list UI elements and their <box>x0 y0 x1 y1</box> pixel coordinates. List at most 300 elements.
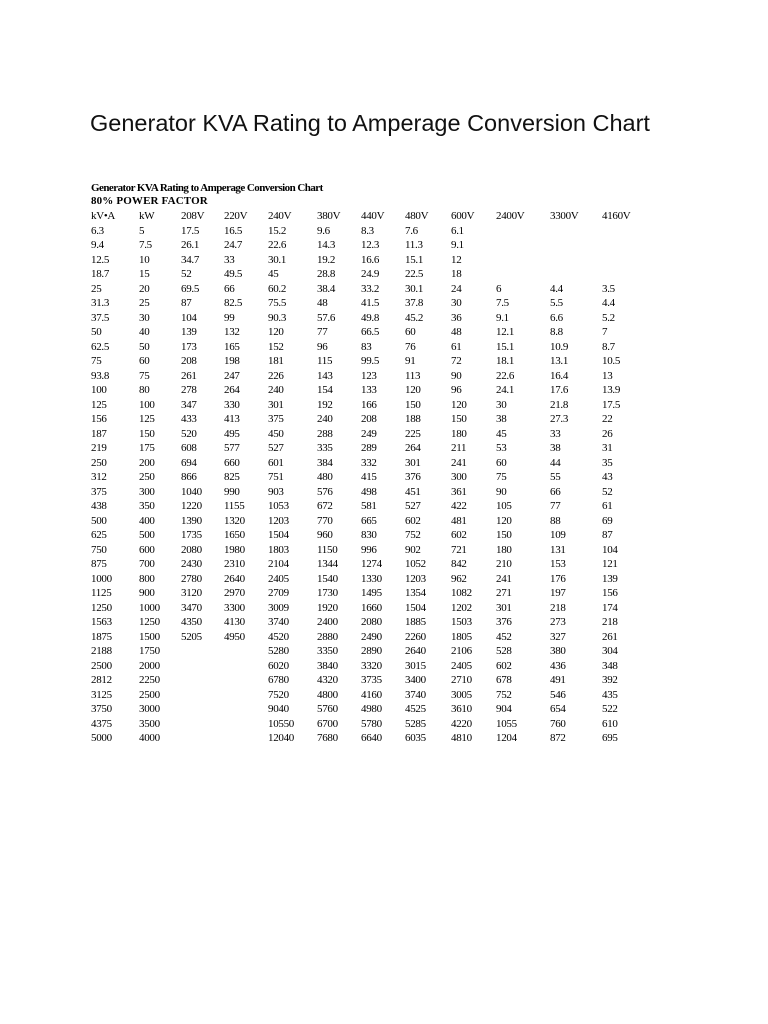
table-cell: 30.1 <box>268 253 287 266</box>
table-cell: 271 <box>496 587 512 599</box>
table-cell: 45 <box>268 268 279 280</box>
table-cell: 30 <box>451 297 462 309</box>
table-cell: 500 <box>91 514 107 527</box>
table-row <box>91 702 642 717</box>
table-cell: 77 <box>550 500 561 512</box>
table-cell: 3750 <box>91 703 112 715</box>
table-cell: 1125 <box>91 587 112 599</box>
table-cell: 335 <box>317 442 333 454</box>
table-cell: 1805 <box>451 630 472 643</box>
table-cell: 694 <box>181 456 197 469</box>
table-cell: 33 <box>550 427 561 440</box>
table-cell: 301 <box>496 601 512 614</box>
table-cell: 660 <box>224 456 240 469</box>
table-cell: 261 <box>602 630 618 643</box>
table-cell: 77 <box>317 326 328 338</box>
table-cell: 602 <box>405 514 421 527</box>
table-cell: 120 <box>451 398 467 411</box>
table-cell: 55 <box>550 471 561 483</box>
table-cell: 66 <box>550 485 561 498</box>
table-cell: 433 <box>181 413 197 425</box>
table-cell <box>181 702 224 717</box>
table-cell: 38 <box>496 413 507 425</box>
table-cell: 60 <box>139 355 150 367</box>
table-cell: 60 <box>405 326 416 338</box>
table-cell: 4350 <box>181 616 202 628</box>
table-cell: 10550 <box>268 717 295 730</box>
table-cell: 123 <box>361 369 377 382</box>
table-cell: 219 <box>91 442 107 454</box>
table-cell: 241 <box>496 572 512 585</box>
table-cell: 960 <box>317 529 333 541</box>
table-cell: 60.2 <box>268 282 287 295</box>
table-cell: 113 <box>405 369 421 382</box>
table-cell: 181 <box>268 355 284 367</box>
table-cell: 100 <box>91 384 107 396</box>
table-cell: 4160 <box>361 688 382 701</box>
column-header: 480V <box>405 210 429 222</box>
table-cell: 3015 <box>405 659 426 672</box>
table-cell: 24.1 <box>496 384 515 396</box>
table-row <box>91 354 642 369</box>
table-cell: 2405 <box>268 572 289 585</box>
table-row <box>91 369 642 384</box>
table-cell: 115 <box>317 355 333 367</box>
table-cell: 800 <box>139 572 155 585</box>
table-cell: 2080 <box>361 616 382 628</box>
table-cell: 450 <box>268 427 284 440</box>
table-row <box>91 543 642 558</box>
table-cell: 173 <box>181 340 197 353</box>
table-cell: 125 <box>91 398 107 411</box>
table-cell: 150 <box>496 529 512 541</box>
table-cell: 22.6 <box>268 239 287 251</box>
table-cell: 5780 <box>361 717 382 730</box>
table-cell: 6.3 <box>91 224 104 237</box>
table-cell: 66 <box>224 282 235 295</box>
table-cell: 1155 <box>224 500 245 512</box>
table-cell: 218 <box>602 616 618 628</box>
table-cell: 40 <box>139 326 150 338</box>
table-cell: 3125 <box>91 688 112 701</box>
table-cell: 7.5 <box>139 239 152 251</box>
table-cell: 131 <box>550 543 566 556</box>
table-cell: 24.9 <box>361 268 380 280</box>
table-cell: 2812 <box>91 674 112 686</box>
table-cell: 12040 <box>268 732 295 744</box>
table-cell: 76 <box>405 340 416 353</box>
table-cell: 120 <box>268 326 284 338</box>
table-cell: 903 <box>268 485 284 498</box>
table-cell: 175 <box>139 442 155 454</box>
table-cell: 1354 <box>405 587 426 599</box>
table-cell: 82.5 <box>224 297 243 309</box>
table-cell <box>496 224 550 239</box>
table-cell: 187 <box>91 427 107 440</box>
table-cell: 2310 <box>224 558 245 570</box>
table-cell: 990 <box>224 485 240 498</box>
table-cell: 24 <box>451 282 462 295</box>
table-cell: 415 <box>361 471 377 483</box>
table-cell: 3500 <box>139 717 160 730</box>
table-cell: 6035 <box>405 732 426 744</box>
table-cell: 770 <box>317 514 333 527</box>
table-cell: 180 <box>451 427 467 440</box>
table-cell: 152 <box>268 340 284 353</box>
table-row <box>91 238 642 253</box>
table-cell: 180 <box>496 543 512 556</box>
table-row <box>91 731 642 746</box>
table-cell: 15.1 <box>496 340 515 353</box>
table-cell: 350 <box>139 500 155 512</box>
table-cell: 3350 <box>317 645 338 657</box>
table-cell <box>496 267 550 282</box>
table-cell: 83 <box>361 340 372 353</box>
table-cell: 301 <box>268 398 284 411</box>
table-cell: 72 <box>451 355 462 367</box>
table-cell: 825 <box>224 471 240 483</box>
table-cell: 17.5 <box>602 398 621 411</box>
table-cell: 4000 <box>139 732 160 744</box>
table-cell: 12.1 <box>496 326 515 338</box>
table-row <box>91 673 642 688</box>
table-cell: 347 <box>181 398 197 411</box>
table-cell: 2710 <box>451 674 472 686</box>
table-cell: 5000 <box>91 732 112 744</box>
table-cell: 38.4 <box>317 282 336 295</box>
table-cell: 25 <box>91 282 102 295</box>
table-cell: 3840 <box>317 659 338 672</box>
table-cell: 37.8 <box>405 297 424 309</box>
table-cell: 105 <box>496 500 512 512</box>
table-cell: 2640 <box>224 572 245 585</box>
table-cell <box>602 253 642 268</box>
table-cell: 527 <box>405 500 421 512</box>
table-cell: 695 <box>602 732 618 744</box>
table-cell: 400 <box>139 514 155 527</box>
table-cell: 2500 <box>139 688 160 701</box>
table-cell: 5205 <box>181 630 202 643</box>
table-cell: 36 <box>451 311 462 324</box>
table-cell: 301 <box>405 456 421 469</box>
table-cell: 14.3 <box>317 239 336 251</box>
table-cell: 75 <box>91 355 102 367</box>
table-cell <box>181 688 224 703</box>
table-cell: 240 <box>268 384 284 396</box>
table-cell: 527 <box>268 442 284 454</box>
table-cell: 4220 <box>451 717 472 730</box>
table-cell: 625 <box>91 529 107 541</box>
table-cell: 156 <box>91 413 107 425</box>
table-cell: 3120 <box>181 587 202 599</box>
table-cell <box>224 731 268 746</box>
table-cell: 1885 <box>405 616 426 628</box>
table-cell: 176 <box>550 572 566 585</box>
table-cell <box>550 224 602 239</box>
table-cell: 87 <box>181 297 192 309</box>
table-cell: 61 <box>602 500 613 512</box>
table-cell: 52 <box>602 485 613 498</box>
table-cell: 2890 <box>361 645 382 657</box>
table-row <box>91 427 642 442</box>
table-cell: 9.1 <box>496 311 509 324</box>
table-cell: 392 <box>602 674 618 686</box>
table-cell: 2490 <box>361 630 382 643</box>
table-cell: 37.5 <box>91 311 110 324</box>
table-cell: 1000 <box>91 572 112 585</box>
table-cell: 19.2 <box>317 253 336 266</box>
table-cell: 8.3 <box>361 224 374 237</box>
table-cell: 3400 <box>405 674 426 686</box>
table-cell: 1563 <box>91 616 112 628</box>
table-cell: 3300 <box>224 601 245 614</box>
table-cell: 30 <box>139 311 150 324</box>
table-cell: 2880 <box>317 630 338 643</box>
table-cell: 2500 <box>91 659 112 672</box>
table-cell: 45 <box>496 427 507 440</box>
table-cell: 273 <box>550 616 566 628</box>
table-cell: 48 <box>317 297 328 309</box>
table-cell: 581 <box>361 500 377 512</box>
column-header: kW <box>139 210 155 222</box>
conversion-table <box>91 209 642 746</box>
table-row <box>91 340 642 355</box>
column-header: kV•A <box>91 210 116 222</box>
table-cell: 672 <box>317 500 333 512</box>
table-cell: 875 <box>91 558 107 570</box>
table-cell: 57.6 <box>317 311 336 324</box>
table-cell: 600 <box>139 543 155 556</box>
chart-subtitle: Generator KVA Rating to Amperage Conversion Chart <box>91 182 323 194</box>
table-row <box>91 412 642 427</box>
table-cell: 1540 <box>317 572 338 585</box>
table-cell: 1150 <box>317 543 338 556</box>
table-cell: 4810 <box>451 732 472 744</box>
table-cell: 11.3 <box>405 239 423 251</box>
table-cell: 30 <box>496 398 507 411</box>
table-cell: 3005 <box>451 688 472 701</box>
table-cell <box>602 224 642 239</box>
table-cell: 249 <box>361 427 377 440</box>
table-cell: 16.6 <box>361 253 380 266</box>
table-cell: 866 <box>181 471 197 483</box>
table-cell: 143 <box>317 369 333 382</box>
table-cell: 264 <box>405 442 421 454</box>
table-cell: 4525 <box>405 703 426 715</box>
table-cell: 44 <box>550 456 561 469</box>
table-cell: 601 <box>268 456 284 469</box>
table-cell: 480 <box>317 471 333 483</box>
table-cell: 830 <box>361 529 377 541</box>
table-cell: 21.8 <box>550 398 569 411</box>
table-cell: 962 <box>451 572 467 585</box>
table-cell: 99 <box>224 311 235 324</box>
table-row <box>91 528 642 543</box>
table-cell: 139 <box>181 326 197 338</box>
table-cell: 4375 <box>91 717 112 730</box>
table-cell: 31 <box>602 442 613 454</box>
table-cell: 18 <box>451 268 462 280</box>
table-cell: 1503 <box>451 616 472 628</box>
column-header: 208V <box>181 210 205 222</box>
table-cell: 491 <box>550 674 566 686</box>
table-cell: 5760 <box>317 703 338 715</box>
table-cell: 156 <box>602 587 618 599</box>
table-cell: 33 <box>224 253 235 266</box>
table-row <box>91 644 642 659</box>
table-cell: 1495 <box>361 587 382 599</box>
table-cell: 1204 <box>496 732 517 744</box>
table-cell: 13.9 <box>602 384 621 396</box>
table-cell: 481 <box>451 514 467 527</box>
table-row <box>91 456 642 471</box>
table-row <box>91 282 642 297</box>
table-cell: 33.2 <box>361 282 380 295</box>
table-cell: 304 <box>602 645 618 657</box>
column-header: 380V <box>317 210 341 222</box>
table-cell: 4980 <box>361 703 382 715</box>
table-cell: 902 <box>405 543 421 556</box>
table-cell: 375 <box>91 485 107 498</box>
table-cell: 495 <box>224 427 240 440</box>
table-row <box>91 717 642 732</box>
table-cell: 208 <box>181 355 197 367</box>
table-cell: 12.3 <box>361 239 380 251</box>
table-cell: 5285 <box>405 717 426 730</box>
table-cell: 577 <box>224 442 240 454</box>
table-cell: 45.2 <box>405 311 424 324</box>
table-cell: 7.5 <box>496 297 509 309</box>
table-cell: 13.1 <box>550 355 569 367</box>
table-cell: 2970 <box>224 587 245 599</box>
table-cell: 104 <box>602 543 618 556</box>
table-cell: 22.5 <box>405 268 424 280</box>
table-cell: 1504 <box>268 529 289 541</box>
table-cell: 2405 <box>451 659 472 672</box>
table-cell: 4130 <box>224 616 245 628</box>
table-cell: 751 <box>268 471 284 483</box>
table-cell: 87 <box>602 529 613 541</box>
table-cell: 1055 <box>496 717 517 730</box>
table-cell <box>224 702 268 717</box>
table-cell: 4.4 <box>550 282 563 295</box>
table-cell: 5.2 <box>602 311 615 324</box>
table-cell: 842 <box>451 558 467 570</box>
table-cell: 2000 <box>139 659 160 672</box>
column-header: 240V <box>268 210 292 222</box>
table-cell: 2640 <box>405 645 426 657</box>
table-cell: 2104 <box>268 558 289 570</box>
table-cell: 361 <box>451 485 467 498</box>
table-cell: 1650 <box>224 529 245 541</box>
table-cell: 192 <box>317 398 333 411</box>
table-cell: 125 <box>139 413 155 425</box>
table-cell: 24.7 <box>224 239 243 251</box>
table-cell: 22.6 <box>496 369 515 382</box>
power-factor-label: 80% POWER FACTOR <box>91 195 208 207</box>
table-cell: 1500 <box>139 630 160 643</box>
table-cell: 750 <box>91 543 107 556</box>
table-cell: 99.5 <box>361 355 380 367</box>
table-cell: 9040 <box>268 703 289 715</box>
column-header: 2400V <box>496 210 525 222</box>
table-cell: 211 <box>451 442 467 454</box>
table-cell: 678 <box>496 674 512 686</box>
table-cell <box>224 644 268 659</box>
table-cell <box>602 238 642 253</box>
table-cell: 20 <box>139 282 150 295</box>
table-cell <box>181 731 224 746</box>
table-cell: 438 <box>91 500 107 512</box>
table-cell: 1504 <box>405 601 426 614</box>
table-cell: 1203 <box>405 572 426 585</box>
table-cell: 451 <box>405 485 421 498</box>
table-cell: 31.3 <box>91 297 110 309</box>
table-cell: 1330 <box>361 572 382 585</box>
column-header: 440V <box>361 210 385 222</box>
table-cell: 25 <box>139 297 150 309</box>
table-cell: 4.4 <box>602 297 615 309</box>
table-cell <box>181 717 224 732</box>
table-cell: 500 <box>139 529 155 541</box>
table-cell: 602 <box>451 529 467 541</box>
table-cell: 1040 <box>181 485 202 498</box>
table-cell: 225 <box>405 427 421 440</box>
table-cell: 100 <box>139 398 155 411</box>
table-cell: 528 <box>496 645 512 657</box>
table-cell: 38 <box>550 442 561 454</box>
table-cell: 96 <box>451 384 462 396</box>
table-cell: 520 <box>181 427 197 440</box>
table-cell: 2709 <box>268 587 289 599</box>
table-cell: 75 <box>139 369 150 382</box>
table-cell: 241 <box>451 456 467 469</box>
table-cell: 75.5 <box>268 297 287 309</box>
table-cell: 15.2 <box>268 224 287 237</box>
table-cell: 16.4 <box>550 369 569 382</box>
table-cell: 4520 <box>268 630 289 643</box>
table-cell: 6020 <box>268 659 289 672</box>
table-cell: 1250 <box>139 616 160 628</box>
table-cell <box>224 659 268 674</box>
table-cell: 6780 <box>268 674 289 686</box>
table-cell: 69 <box>602 514 613 527</box>
table-cell: 7520 <box>268 688 289 701</box>
table-row <box>91 659 642 674</box>
table-cell: 153 <box>550 558 566 570</box>
table-cell: 150 <box>405 398 421 411</box>
table-cell: 7 <box>602 326 608 338</box>
table-cell: 665 <box>361 514 377 527</box>
table-cell: 6.1 <box>451 224 464 237</box>
table-cell: 752 <box>405 529 421 541</box>
table-cell: 413 <box>224 413 240 425</box>
table-cell: 218 <box>550 601 566 614</box>
table-cell: 41.5 <box>361 297 380 309</box>
table-cell: 90 <box>496 485 507 498</box>
table-cell: 654 <box>550 703 566 715</box>
table-cell: 522 <box>602 703 618 715</box>
table-cell: 3610 <box>451 703 472 715</box>
table-cell <box>550 238 602 253</box>
table-cell: 1053 <box>268 500 289 512</box>
table-cell: 69.5 <box>181 282 200 295</box>
table-cell: 150 <box>139 427 155 440</box>
column-header: 4160V <box>602 210 631 222</box>
table-cell: 49.5 <box>224 268 243 280</box>
table-cell: 1274 <box>361 558 382 570</box>
table-cell: 174 <box>602 601 618 614</box>
